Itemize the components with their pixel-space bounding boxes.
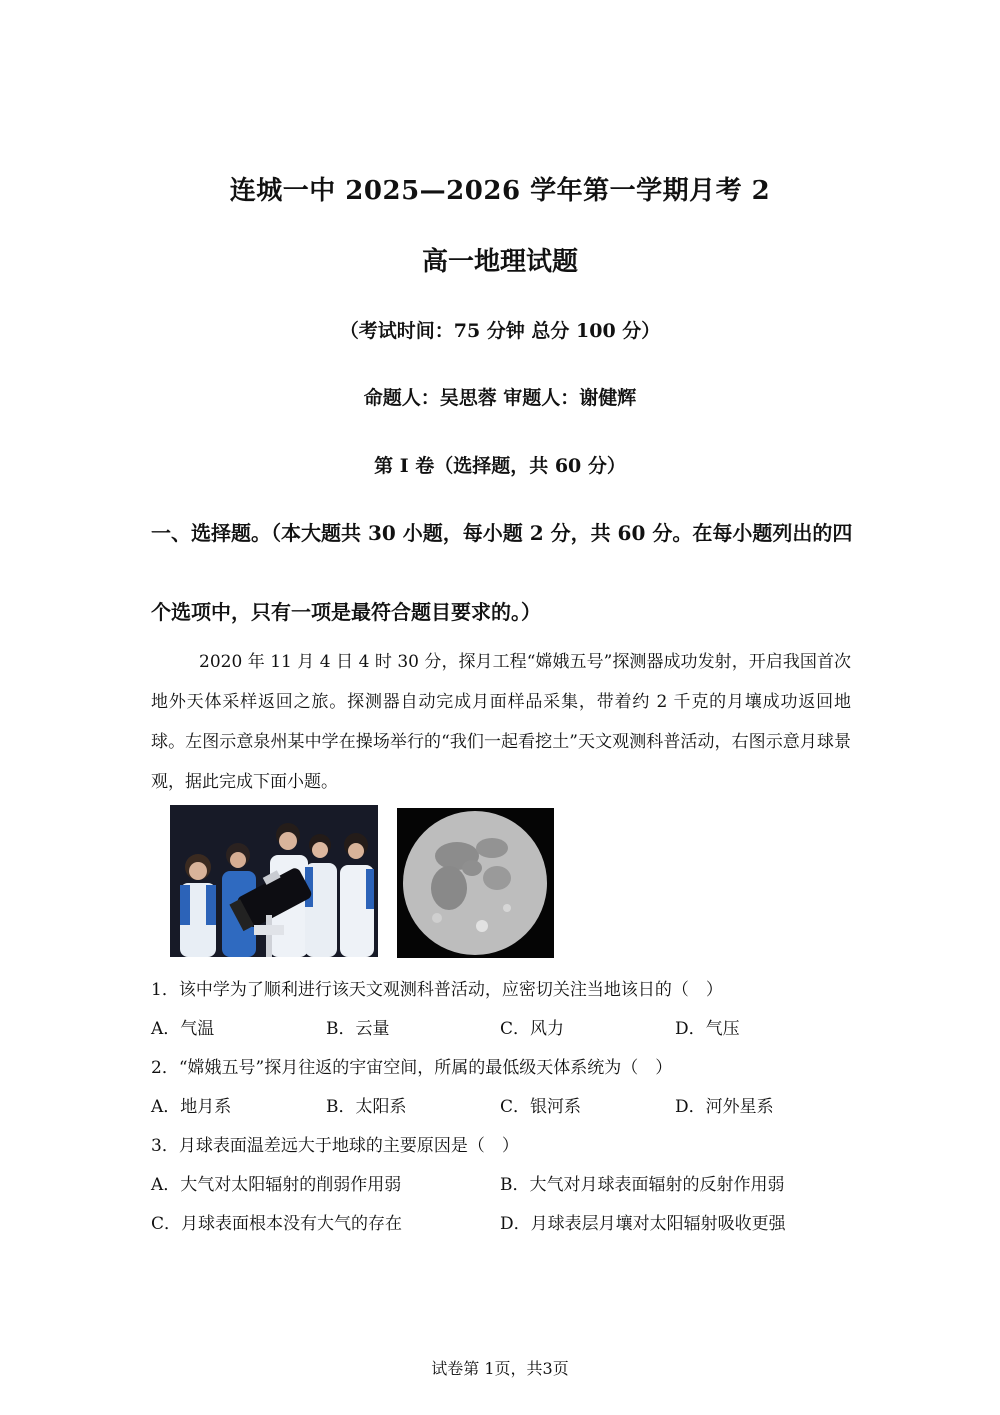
question-1-option-b: B．云量 xyxy=(326,1019,390,1039)
question-3-stem: 3．月球表面温差远大于地球的主要原因是（ ） xyxy=(151,1136,519,1156)
question-3-option-c: C．月球表面根本没有大气的存在 xyxy=(151,1214,403,1234)
question-2-option-a: A．地月系 xyxy=(151,1097,232,1117)
exam-title: 连城一中 2025—2026 学年第一学期月考 2 xyxy=(229,176,771,206)
reading-passage xyxy=(151,642,851,802)
moon-photo xyxy=(397,808,554,958)
exam-info: （考试时间：75 分钟 总分 100 分） xyxy=(339,320,661,342)
question-1-option-d: D．气压 xyxy=(675,1019,740,1039)
question-3-option-d: D．月球表层月壤对太阳辐射吸收更强 xyxy=(500,1214,786,1234)
question-1-stem: 1．该中学为了顺利进行该天文观测科普活动，应密切关注当地该日的（ ） xyxy=(151,980,723,1000)
question-3-option-a: A．大气对太阳辐射的削弱作用弱 xyxy=(151,1175,402,1195)
exam-authors: 命题人：吴思蓉 审题人：谢健辉 xyxy=(363,387,637,409)
page-footer: 试卷第 1页，共3页 xyxy=(431,1359,569,1378)
observation-activity-photo xyxy=(170,805,378,957)
section-heading-line2: 个选项中，只有一项是最符合题目要求的。） xyxy=(151,600,541,624)
passage-text: 2020 年 11 月 4 日 4 时 30 分，探月工程“嫦娥五号”探测器成功发射，开启我国首次地外天体采样返回之旅。探测器自动完成月面样品采集，带着约 2 千克的月壤成功返回地球。左图示意泉州某中学在操场举行的“我们一起看挖土”天文观测科普活动，右图示意月球景观，据此完成下面小题。 xyxy=(151,652,851,792)
question-2-stem: 2．“嫦娥五号”探月往返的宇宙空间，所属的最低级天体系统为（ ） xyxy=(151,1058,673,1078)
question-2-option-c: C．银河系 xyxy=(500,1097,582,1117)
question-1-option-c: C．风力 xyxy=(500,1019,565,1039)
question-3-option-b: B．大气对月球表面辐射的反射作用弱 xyxy=(500,1175,785,1195)
question-2-option-d: D．河外星系 xyxy=(675,1097,774,1117)
section-heading-line1: 一、选择题。（本大题共 30 小题，每小题 2 分，共 60 分。在每小题列出的四 xyxy=(151,521,853,545)
question-2-option-b: B．太阳系 xyxy=(326,1097,407,1117)
exam-subtitle: 高一地理试题 xyxy=(421,247,578,277)
question-1-option-a: A．气温 xyxy=(151,1019,215,1039)
volume-heading: 第 I 卷（选择题，共 60 分） xyxy=(374,455,626,477)
